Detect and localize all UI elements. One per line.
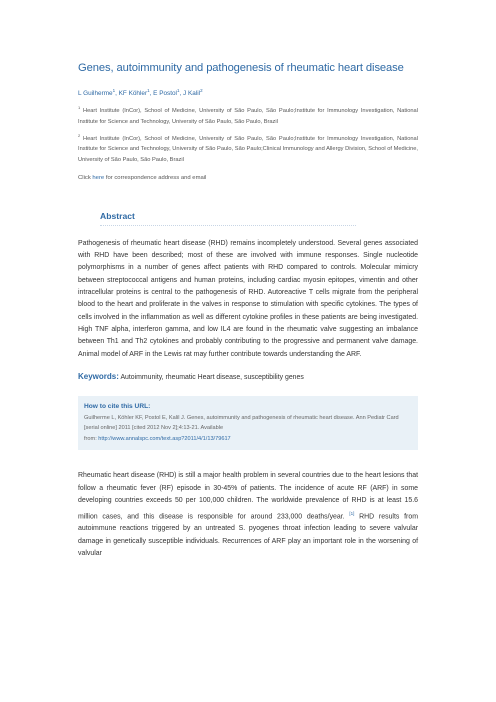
article-page [78,62,418,561]
abstract-text: Pathogenesis of rheumatic heart disease (RHD) remains incompletely understood. Several genes associated with RHD have been described; most of these are involved with immune responses. Single nucleotide polymorphisms in a number of genes affect patients with RHD compared to controls. Molecular mimicry between streptococcal antigens and human proteins, including cardiac myosin epitopes, vimentin and other intracellular proteins is central to the pathogenesis of RHD. Autoreactive T cells migrate from the peripheral blood to the heart and proliferate in the valves in response to stimulation with specific cytokines. The types of cells involved in the inflammation as well as different cytokine profiles in these patients are being investigated. High TNF alpha, interferon gamma, and low IL4 are found in the rheumatic valve suggesting an imbalance between Th1 and Th2 cytokines and probably contributing to the progressive and permanent valve damage. Animal model of ARF in the Lewis rat may further contribute towards understanding the ARF. [78,239,418,358]
reference-link[interactable]: [1] [349,510,355,516]
article-title: Genes, autoimmunity and pathogenesis of rheumatic heart disease [78,62,404,74]
author-list: L Guilherme$^1$, KF Köhler$^1$, E Postol$^1$, J Kalil$^2$ [78,88,203,98]
cite-box [78,396,418,450]
keywords-label: Keywords: [78,371,119,381]
author-link[interactable]: E Postol$^1$ [153,88,180,98]
body-paragraph: Rheumatic heart disease (RHD) is still a major health problem in several countries due to the heart lesions that follow a rheumatic fever (RF) episode in 30-45% of patients. The incidence of acute RF (ARF) in some developing countries exceeds 50 per 100,000 children. The worldwide prevalence of RHD is at least 15.6 million cases, and this disease is responsible for around 233,000 deaths/year. [1] RHD results from autoimmune reactions triggered by an untreated S. pyogenes throat infection leading to severe valvular damage in genetically susceptible individuals. Recurrences of ARF play an important role in the worsening of valvular [78,472,418,558]
cite-url-link[interactable]: http://www.annalspc.com/text.asp?2011/4/1/13/79617 [98,435,231,442]
author-link[interactable]: J Kalil$^2$ [183,88,203,98]
keywords-line: Keywords: Autoimmunity, rheumatic Heart disease, susceptibility genes [78,371,304,381]
affiliation-1: $^1$ Heart Institute (InCor), School of Medicine, University of São Paulo, São Paulo;Institute for Immunology Investigation, National Institute for Science and Technology, University of São Paulo, São Paulo, Brazil [78,105,418,125]
abstract-heading: Abstract [100,211,356,226]
author-link[interactable]: KF Köhler$^1$ [118,88,150,98]
cite-heading: How to cite this URL: [84,402,151,410]
correspondence-line: Click here for correspondence address and email [78,174,207,181]
affiliation-2: $^2$ Heart Institute (InCor), School of Medicine, University of São Paulo, São Paulo;Institute for Immunology Investigation, National Institute for Science and Technology, University of São Paulo, São Paulo;Clinical Immunology and Allergy Division, School of Medicine, University of São Paulo, São Paulo, Brazil [78,132,418,164]
cite-text: Guilherme L, Köhler KF, Postol E, Kalil J. Genes, autoimmunity and pathogenesis of rheumatic heart disease. Ann Pediatr Card [serial online] 2011 [cited 2012 Nov 2];4:13-21. Available from: http://www.annalspc.com/text.asp?2011/4/1/13/79617 [84,414,399,442]
correspondence-link[interactable]: here [92,174,105,181]
author-link[interactable]: L Guilherme$^1$ [78,88,116,98]
